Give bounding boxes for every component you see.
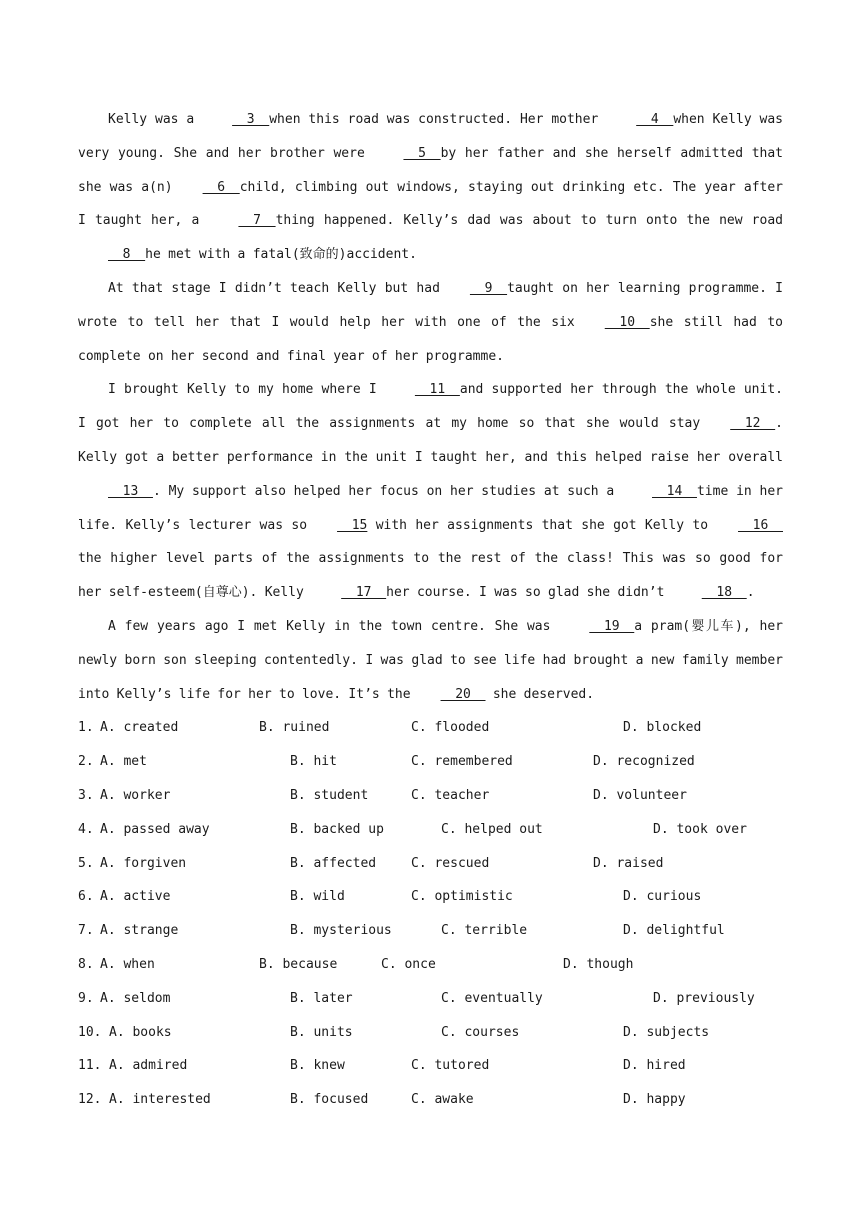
option-b: B. mysterious [290,923,392,939]
option-c: C. remembered [411,754,513,770]
option-c: C. optimistic [411,889,513,905]
option-a: A. interested [109,1092,211,1108]
blank-17: 17 [341,585,387,601]
option-c: C. once [381,956,436,972]
option-a: A. books [109,1024,172,1040]
option-a: A. seldom [100,990,171,1006]
option-a: A. worker [100,787,171,803]
question-row [78,982,783,1016]
option-d: D. hired [623,1058,686,1074]
option-c: C. eventually [441,990,543,1006]
option-d: D. happy [623,1092,686,1108]
blank-20: 20 [440,686,486,702]
option-c: C. helped out [441,821,543,837]
option-b: B. affected [290,855,377,871]
option-b: B. focused [290,1092,369,1108]
option-b: B. wild [290,889,345,905]
blank-12: 12 [730,416,776,432]
passage-text: . My support also helped her focus on her studies at such a [152,483,623,499]
blank-11: 11 [414,382,460,398]
question-row [78,847,783,881]
passage-text: . Kelly got a better performance in the unit I taught her, and this helped raise her overall [78,416,783,465]
question-number: 4. [78,821,94,837]
question-list [78,711,783,1117]
option-a: A. active [100,889,171,905]
question-number: 10. [78,1024,102,1040]
option-a: A. when [100,956,155,972]
blank-3: 3 [232,112,270,127]
option-a: A. admired [109,1058,188,1074]
passage-text: the higher level parts of the assignments to the rest of the class! This was so good for her self-esteem(自尊心). Kelly [78,551,783,601]
question-number: 9. [78,990,94,1006]
option-d: D. volunteer [593,787,687,803]
blank-14: 14 [652,483,697,499]
blank-5: 5 [403,145,441,161]
question-row [78,779,783,813]
option-a: A. passed away [100,821,210,837]
passage-text: At that stage I didn’t teach Kelly but had [108,280,440,296]
passage-text: when this road was constructed. Her mother [269,112,607,127]
passage-text: thing happened. Kelly’s dad was about to turn onto the new road [275,213,783,229]
question-row [78,1016,783,1050]
question-row [78,745,783,779]
passage-text: . [746,585,755,601]
question-number: 6. [78,889,94,905]
option-c: C. flooded [411,720,490,736]
option-b: B. knew [290,1058,345,1074]
passage-text: she deserved. [485,686,595,702]
passage-text: I brought Kelly to my home where I [108,382,385,398]
passage-paragraph-4 [78,610,783,711]
blank-16: 16 [738,517,783,533]
passage-text: taught on her learning programme. I wrote to tell her that I would help her with one of the six [78,280,783,330]
blank-10: 10 [604,314,650,330]
question-row [78,711,783,745]
blank-9: 9 [469,280,508,296]
question-number: 8. [78,956,94,972]
question-row [78,1049,783,1083]
question-number: 7. [78,923,94,939]
option-d: D. delightful [623,923,725,939]
option-d: D. took over [653,821,747,837]
passage-text: child, climbing out windows, staying out drinking etc. The year after I taught her, a [78,179,784,229]
question-number: 11. [78,1058,102,1074]
option-d: D. though [563,956,634,972]
option-a: A. forgiven [100,855,187,871]
option-c: C. rescued [411,855,490,871]
question-number: 3. [78,787,94,803]
exam-page [78,103,783,1117]
option-b: B. backed up [290,821,384,837]
option-c: C. tutored [411,1058,490,1074]
option-b: B. student [290,787,369,803]
option-d: D. subjects [623,1024,710,1040]
blank-6: 6 [202,179,240,195]
question-row [78,948,783,982]
passage-paragraph-2 [78,272,783,373]
question-number: 12. [78,1092,102,1108]
option-c: C. awake [411,1092,474,1108]
option-a: A. met [100,754,147,770]
option-b: B. hit [290,754,337,770]
question-row [78,880,783,914]
option-b: B. units [290,1024,353,1040]
blank-7: 7 [238,213,276,229]
passage-text: Kelly was a [108,112,203,127]
question-row [78,1083,783,1117]
blank-4: 4 [636,112,674,127]
blank-18: 18 [701,585,747,601]
question-row [78,914,783,948]
option-a: A. strange [100,923,179,939]
option-d: D. previously [653,990,755,1006]
question-number: 5. [78,855,94,871]
blank-19: 19 [589,618,635,634]
option-d: D. curious [623,889,702,905]
option-d: D. blocked [623,720,702,736]
question-row [78,813,783,847]
option-b: B. because [259,956,338,972]
option-d: D. recognized [593,754,695,770]
option-b: B. later [290,990,353,1006]
passage-text: by her father and she herself admitted that she was a(n) [78,145,783,195]
passage-text: she still had to complete on her second and final year of her programme. [78,314,783,364]
passage-text: A few years ago I met Kelly in the town centre. She was [108,618,560,634]
passage-paragraph-3 [78,373,783,610]
blank-8: 8 [108,247,146,263]
passage-text: a pram(婴儿车), her newly born son sleeping contentedly. I was glad to see life had brought a new family member into Kelly’s life for her to love. It’s the [78,618,784,702]
option-c: C. teacher [411,787,490,803]
blank-15: 15 [337,517,368,533]
passage-text: her course. I was so glad she didn’t [386,585,672,601]
passage-text: when Kelly was very young. She and her brother were [78,112,784,161]
passage-text: and supported her through the whole unit. I got her to complete all the assignments at my home so that she would stay [78,382,783,432]
passage-text: time in her life. Kelly’s lecturer was so [78,483,783,533]
passage-text: he met with a fatal(致命的)accident. [145,247,417,263]
question-number: 2. [78,754,94,770]
passage-text: with her assignments that she got Kelly to [367,517,709,533]
option-b: B. ruined [259,720,330,736]
question-number: 1. [78,720,94,736]
passage-paragraph-1 [78,103,783,272]
option-c: C. courses [441,1024,520,1040]
option-d: D. raised [593,855,664,871]
option-c: C. terrible [441,923,528,939]
option-a: A. created [100,720,179,736]
blank-13: 13 [108,483,153,499]
